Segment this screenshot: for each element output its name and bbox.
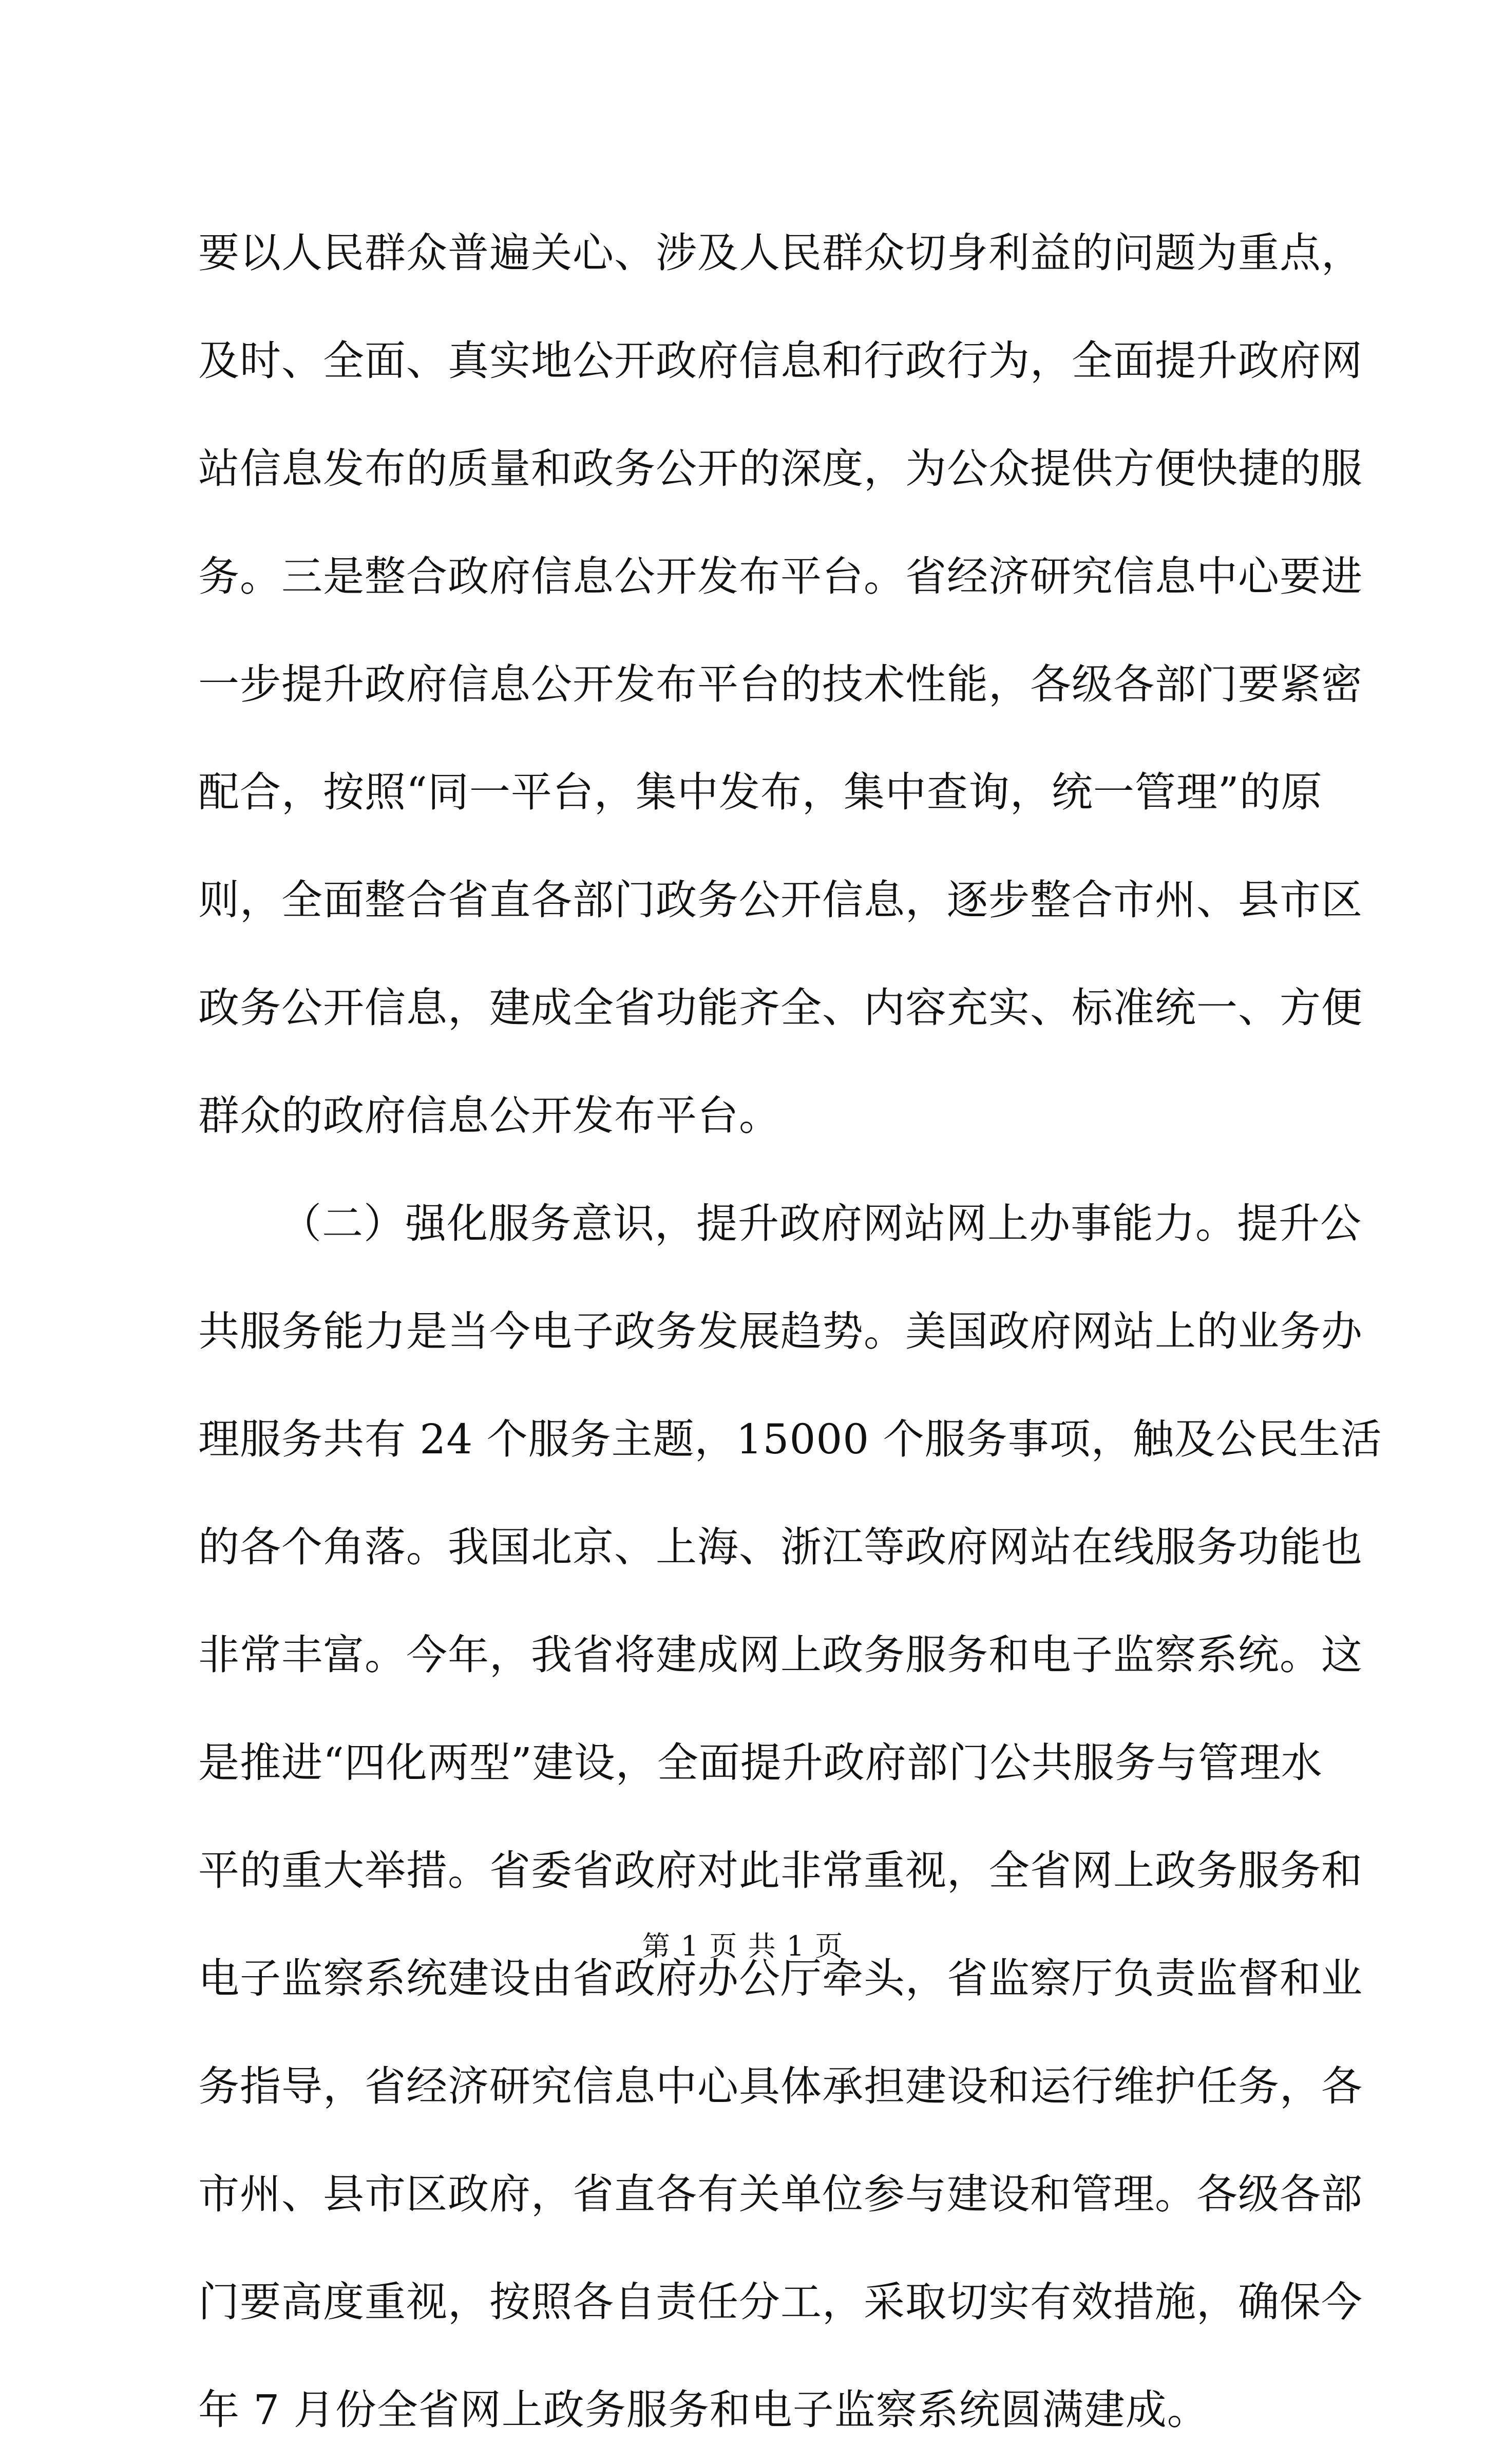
text-line: 理服务共有 24 个服务主题，15000 个服务事项，触及公民生活 xyxy=(198,1415,1382,1463)
text-line: 务。三是整合政府信息公开发布平台。省经济研究信息中心要进 xyxy=(198,553,1363,600)
text-line: 平的重大举措。省委省政府对此非常重视，全省网上政务服务和 xyxy=(198,1847,1363,1894)
text-line: 非常丰富。今年，我省将建成网上政务服务和电子监察系统。这 xyxy=(198,1631,1363,1679)
text-line: 政务公开信息，建成全省功能齐全、内容充实、标准统一、方便 xyxy=(198,984,1363,1032)
text-line: 则，全面整合省直各部门政务公开信息，逐步整合市州、县市区 xyxy=(198,876,1363,924)
text-line: 门要高度重视，按照各自责任分工，采取切实有效措施，确保今 xyxy=(198,2278,1363,2326)
text-line: 一步提升政府信息公开发布平台的技术性能，各级各部门要紧密 xyxy=(198,660,1363,708)
text-line: 的各个角落。我国北京、上海、浙江等政府网站在线服务功能也 xyxy=(198,1523,1363,1571)
text-line: 年 7 月份全省网上政务服务和电子监察系统圆满建成。 xyxy=(198,2386,1209,2434)
paragraph xyxy=(198,1170,1382,2464)
text-line: 要以人民群众普遍关心、涉及人民群众切身利益的问题为重点， xyxy=(198,229,1363,277)
paragraph xyxy=(198,199,1363,1170)
text-line: 电子监察系统建设由省政府办公厅牵头，省监察厅负责监督和业 xyxy=(198,1955,1363,2002)
text-line: 配合，按照“同一平台，集中发布，集中查询，统一管理”的原 xyxy=(198,768,1323,816)
document-body xyxy=(198,199,1382,2464)
text-line: 务指导，省经济研究信息中心具体承担建设和运行维护任务，各 xyxy=(198,2062,1363,2110)
text-line: 站信息发布的质量和政务公开的深度，为公众提供方便快捷的服 xyxy=(198,445,1363,492)
text-line: 市州、县市区政府，省直各有关单位参与建设和管理。各级各部 xyxy=(198,2170,1363,2218)
text-line: 是推进“四化两型”建设，全面提升政府部门公共服务与管理水 xyxy=(198,1739,1323,1787)
text-line: 群众的政府信息公开发布平台。 xyxy=(198,1092,780,1140)
text-line: 共服务能力是当今电子政务发展趋势。美国政府网站上的业务办 xyxy=(198,1307,1363,1355)
text-line: 及时、全面、真实地公开政府信息和行政行为，全面提升政府网 xyxy=(198,337,1363,385)
page-footer: 第 1 页 共 1 页 xyxy=(642,1930,844,1962)
text-line: （二）强化服务意识，提升政府网站网上办事能力。提升公 xyxy=(280,1200,1362,1247)
